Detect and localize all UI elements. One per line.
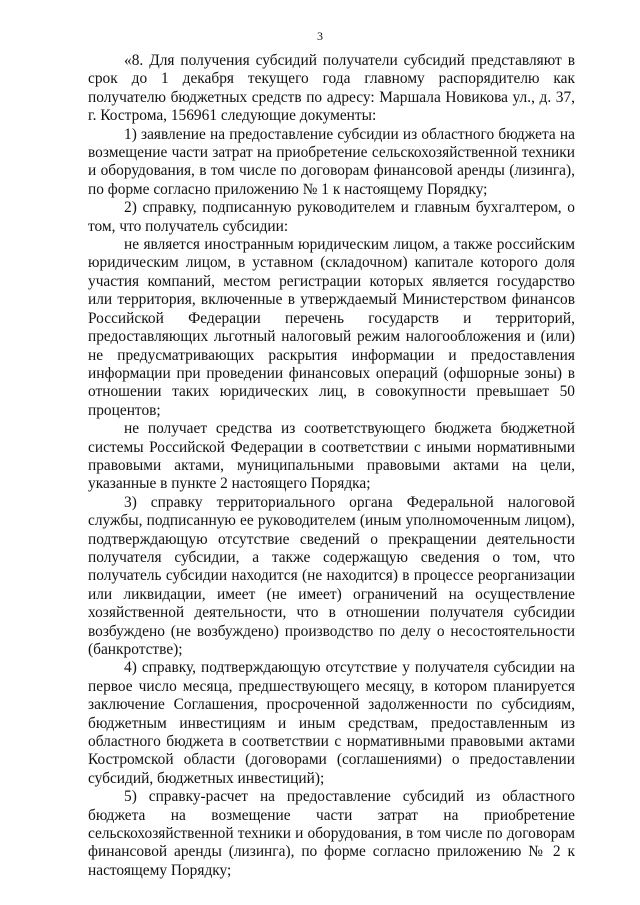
page-number: 3 [317,29,323,43]
paragraph-subitem-5: 5) справку-расчет на предоставление субсидий из областного бюджета на возмещение части затрат на приобретение сельскохозяйственной техники и оборудования, в том числе по договорам финансовой аренды (лизинга), по форме согласно приложению № 2 к настоящему Порядку; [88,788,575,879]
document-body [88,52,575,880]
paragraph-subitem-2: 2) справку, подписанную руководителем и главным бухгалтером, о том, что получатель субсидии: [88,199,575,235]
paragraph-condition-no-funds: не получает средства из соответствующего бюджета бюджетной системы Российской Федерации в соответствии с иными нормативными правовыми актами, муниципальными правовыми актами на цели, указанные в пункте 2 настоящего Порядка; [88,420,575,493]
paragraph-subitem-1: 1) заявление на предоставление субсидии из областного бюджета на возмещение части затрат на приобретение сельскохозяйственной техники и оборудования, в том числе по договорам финансовой аренды (лизинга), по форме согласно приложению № 1 к настоящему Порядку; [88,125,575,198]
paragraph-subitem-4: 4) справку, подтверждающую отсутствие у получателя субсидии на первое число месяца, предшествующего месяцу, в котором планируется заключение Соглашения, просроченной задолженности по субсидиям, бюджетным инвестициям и иным средствам, предоставленным из областного бюджета в соответствии с нормативными правовыми актами Костромской области (договорами (соглашениями) о предоставлении субсидий, бюджетных инвестиций); [88,659,575,787]
paragraph-subitem-3: 3) справку территориального органа Федеральной налоговой службы, подписанную ее руководителем (иным уполномоченным лицом), подтверждающую отсутствие сведений о прекращении деятельности получателя субсидии, а также содержащую сведения о том, что получатель субсидии находится (не находится) в процессе реорганизации или ликвидации, имеет (не имеет) ограничений на осуществление хозяйственной деятельности, что в отношении получателя субсидии возбуждено (не возбуждено) производство по делу о несостоятельности (банкротстве); [88,493,575,658]
paragraph-item-8-intro: «8. Для получения субсидий получатели субсидий представляют в срок до 1 декабря текущего года главному распорядителю как получателю бюджетных средств по адресу: Маршала Новикова ул., д. 37, г. Кострома, 156961 следующие документы: [88,52,575,125]
paragraph-condition-offshore: не является иностранным юридическим лицом, а также российским юридическим лицом, в уставном (складочном) капитале которого доля участия компаний, местом регистрации которых является государство или территория, включенные в утверждаемый Министерством финансов Российской Федерации перечень государств и территорий, предоставляющих льготный налоговый режим налогообложения и (или) не предусматривающих раскрытия информации и предоставления информации при проведении финансовых операций (офшорные зоны) в отношении таких юридических лиц, в совокупности превышает 50 процентов; [88,236,575,419]
